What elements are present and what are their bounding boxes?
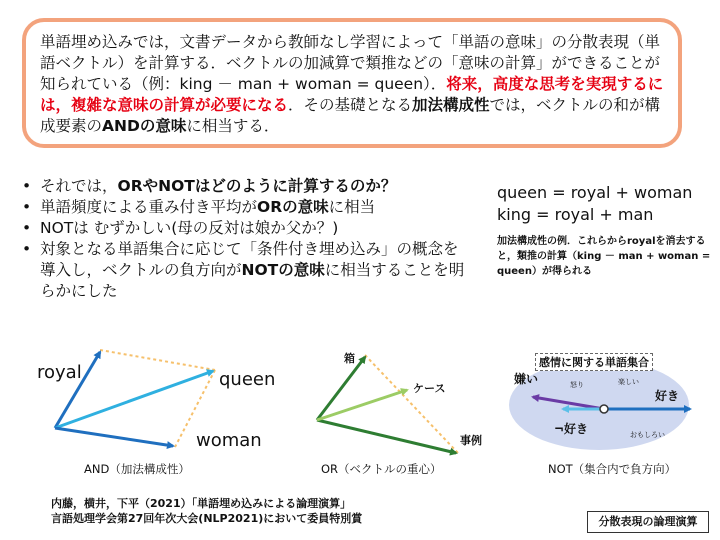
- intro-text: 単語埋め込みでは，文書データから教師なし学習によって「単語の意味」の分散表現（単語ベクトル）を計算する．ベクトルの加減算で類推などの「意味の計算」ができることが知られている（例：king － man + woman = queen）．: [40, 33, 661, 93]
- additive-note: 加法構成性の例．これらからroyalを消去すると，類推の計算（king － man + woman = queen）が得られる: [497, 236, 711, 277]
- citation-line1: 内藤，横井，下平（2021）「単語埋め込みによる論理演算」: [51, 497, 352, 510]
- label-jirei: 事例: [460, 434, 482, 447]
- label-not-suki: ¬好き: [554, 422, 589, 436]
- intro-bold-and: ANDの意味: [102, 117, 187, 135]
- label-queen: queen: [219, 369, 276, 390]
- citation-line2: 言語処理学会第27回年次大会(NLP2021)において委員特別賞: [51, 512, 363, 525]
- case-arrow: [317, 390, 407, 420]
- not-caption: NOT（集合内で負方向）: [548, 462, 677, 476]
- bullet-item: • それでは，ORやNOTはどのように計算するのか？: [18, 176, 473, 197]
- equation-queen: queen = royal + woman: [497, 183, 693, 202]
- label-royal: royal: [37, 362, 82, 383]
- and-caption: AND（加法構成性）: [84, 462, 190, 476]
- or-dotted: [365, 355, 458, 453]
- label-ikari: 怒り: [570, 381, 584, 389]
- not-title: 感情に関する単語集合: [535, 353, 653, 371]
- citation: [51, 496, 362, 526]
- or-caption: OR（ベクトルの重心）: [321, 462, 442, 476]
- topic-tag: 分散表現の論理演算: [587, 511, 709, 533]
- or-diagram: [317, 355, 458, 453]
- label-omoshiroi: おもしろい: [630, 431, 665, 439]
- equation-king: king = royal + man: [497, 205, 654, 224]
- intro-red-text: 将来，高度な思考を実現するには，複雑な意味の計算が必要になる: [40, 75, 664, 114]
- intro-after-red: ．その基礎となる: [288, 96, 413, 114]
- woman-arrow: [55, 428, 173, 446]
- and-dotted-top: [100, 350, 215, 370]
- label-kirai: 嫌い: [514, 372, 539, 386]
- jirei-arrow: [317, 420, 456, 453]
- bullet-item: • 単語頻度による重み付き平均がORの意味に相当: [18, 197, 473, 218]
- label-woman: woman: [196, 430, 262, 451]
- intro-tail: に相当する．: [186, 117, 280, 135]
- intro-bold-additive: 加法構成性: [412, 96, 490, 114]
- origin-point: [600, 405, 608, 413]
- bullet-item: • 対象となる単語集合に応じて「条件付き埋め込み」の概念を導入し，ベクトルの負方向がNOTの意味に相当することを明らかにした: [18, 239, 473, 302]
- bullet-item: • NOTは むずかしい(母の反対は娘か父か？): [18, 218, 473, 239]
- label-tanoshii: 楽しい: [618, 378, 639, 386]
- intro-mid: では，ベクトルの和が構成要素の: [40, 96, 661, 135]
- label-case: ケース: [413, 382, 446, 395]
- label-suki: 好き: [655, 389, 680, 403]
- label-hako: 箱: [344, 352, 355, 365]
